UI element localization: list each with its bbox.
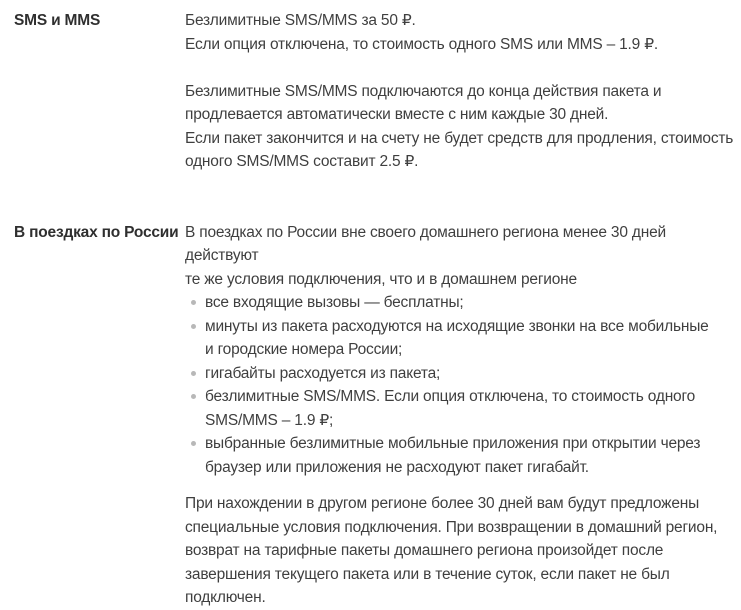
text-line: все входящие вызовы — бесплатны; [205, 294, 464, 311]
bullet-item [185, 315, 735, 362]
paragraph [185, 80, 735, 174]
section-travel-russia [14, 221, 735, 610]
section-label: SMS и MMS [14, 12, 101, 29]
text-line: безлимитные SMS/MMS. Если опция отключена, то стоимость одного [205, 388, 696, 405]
text-line: Безлимитные SMS/MMS подключаются до конца действия пакета и [185, 82, 662, 100]
text-line: браузер или приложения не расходуют пакет гигабайт. [205, 458, 589, 476]
section-content [185, 9, 735, 174]
bullet-item [185, 432, 735, 479]
text-line: завершения текущего пакета или в течение суток, если пакет не был [185, 565, 670, 583]
text-line: минуты из пакета расходуются на исходящие звонки на все мобильные [205, 317, 709, 335]
paragraph [185, 9, 735, 56]
text-line: Если пакет закончится и на счету не будет средств для продления, стоимость [185, 129, 734, 147]
section-label: В поездках по России [14, 223, 179, 241]
bullet-dot-icon [191, 441, 196, 446]
paragraph [185, 492, 735, 610]
bullet-item [185, 291, 735, 315]
bullet-dot-icon [191, 394, 196, 399]
text-line: подключен. [185, 589, 266, 606]
bullet-dot-icon [191, 371, 196, 376]
text-line: выбранные безлимитные мобильные приложения при открытии через [205, 435, 701, 452]
text-line: Безлимитные SMS/MMS за 50 ₽. [185, 12, 416, 29]
text-line: возврат на тарифные пакеты домашнего региона произойдет после [185, 542, 664, 559]
text-line: При нахождении в другом регионе более 30 дней вам будут предложены [185, 495, 700, 512]
text-line: и городские номера России; [205, 341, 403, 358]
text-line: специальные условия подключения. При возвращении в домашний регион, [185, 518, 718, 536]
bullet-item [185, 362, 735, 386]
bullet-dot-icon [191, 300, 196, 305]
section-content [185, 221, 735, 610]
text-line: Если опция отключена, то стоимость одного SMS или MMS – 1.9 ₽. [185, 35, 658, 53]
section-sms-mms [14, 9, 735, 174]
text-line: В поездках по России вне своего домашнего региона менее 30 дней действуют [185, 223, 666, 264]
conditions-bullet-list [185, 291, 735, 479]
text-line: гигабайты расходуется из пакета; [205, 364, 441, 382]
paragraph [185, 221, 735, 292]
text-line: SMS/MMS – 1.9 ₽; [205, 411, 334, 429]
text-line: те же условия подключения, что и в домашнем регионе [185, 270, 577, 288]
text-line: продлевается автоматически вместе с ним каждые 30 дней. [185, 106, 609, 123]
bullet-dot-icon [191, 324, 196, 329]
bullet-item [185, 385, 735, 432]
text-line: одного SMS/MMS составит 2.5 ₽. [185, 153, 419, 170]
